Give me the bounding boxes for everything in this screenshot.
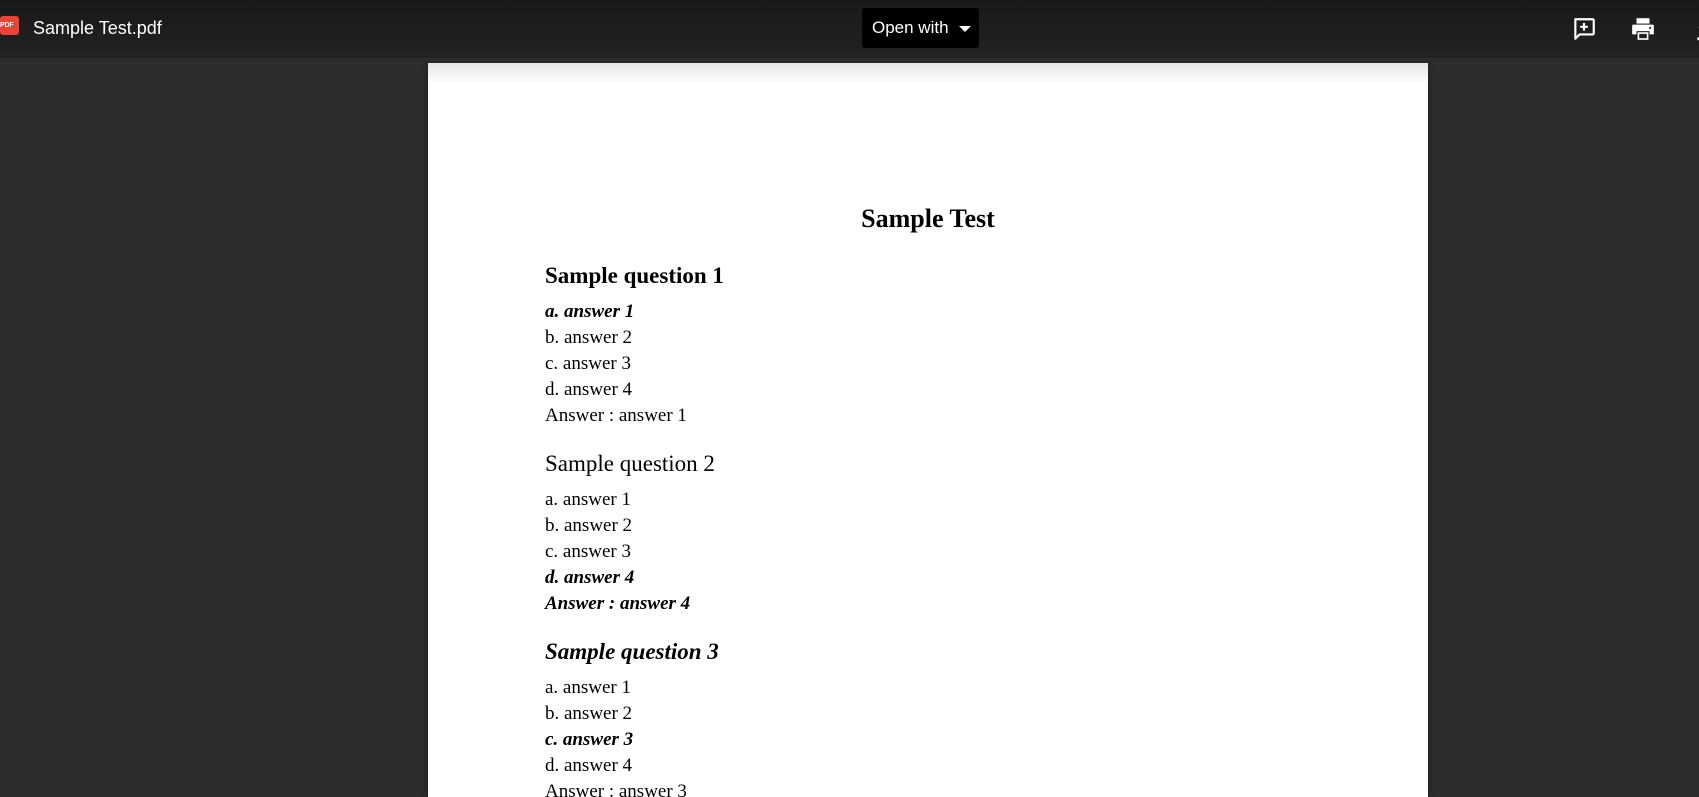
question-3-answer: Answer : answer 3 xyxy=(545,781,687,797)
add-comment-icon xyxy=(1571,16,1597,42)
pdf-page xyxy=(428,63,1428,797)
chevron-down-icon xyxy=(959,26,971,32)
download-icon xyxy=(1693,14,1699,44)
pdf-badge-label: PDF xyxy=(0,22,14,29)
question-2-heading: Sample question 2 xyxy=(545,451,715,476)
open-with-label: Open with xyxy=(872,18,949,37)
viewer-toolbar xyxy=(0,0,1699,58)
question-2-option-c: c. answer 3 xyxy=(545,541,631,562)
question-1-heading: Sample question 1 xyxy=(545,263,724,288)
question-3-option-a: a. answer 1 xyxy=(545,677,631,698)
open-with-button[interactable] xyxy=(862,8,979,48)
question-3-heading: Sample question 3 xyxy=(545,639,719,664)
question-2-option-a: a. answer 1 xyxy=(545,489,631,510)
question-1-option-b: b. answer 2 xyxy=(545,327,633,348)
print-icon xyxy=(1630,16,1656,42)
question-1-option-d: d. answer 4 xyxy=(545,379,633,400)
pdf-file-icon xyxy=(0,16,19,35)
page-top-shadow xyxy=(428,63,1428,85)
question-2-option-d: d. answer 4 xyxy=(545,567,635,588)
question-1-option-a: a. answer 1 xyxy=(545,301,635,322)
question-1-answer: Answer : answer 1 xyxy=(545,405,687,426)
question-1-option-c: c. answer 3 xyxy=(545,353,631,374)
question-3-option-d: d. answer 4 xyxy=(545,755,633,776)
download-button[interactable] xyxy=(1693,14,1699,44)
question-3-option-b: b. answer 2 xyxy=(545,703,633,724)
document-title: Sample Test xyxy=(861,204,995,233)
question-3-option-c: c. answer 3 xyxy=(545,729,634,750)
add-comment-button[interactable] xyxy=(1569,14,1599,44)
question-2-option-b: b. answer 2 xyxy=(545,515,633,536)
print-button[interactable] xyxy=(1628,14,1658,44)
question-2-answer: Answer : answer 4 xyxy=(545,593,691,614)
file-name: Sample Test.pdf xyxy=(33,18,162,38)
